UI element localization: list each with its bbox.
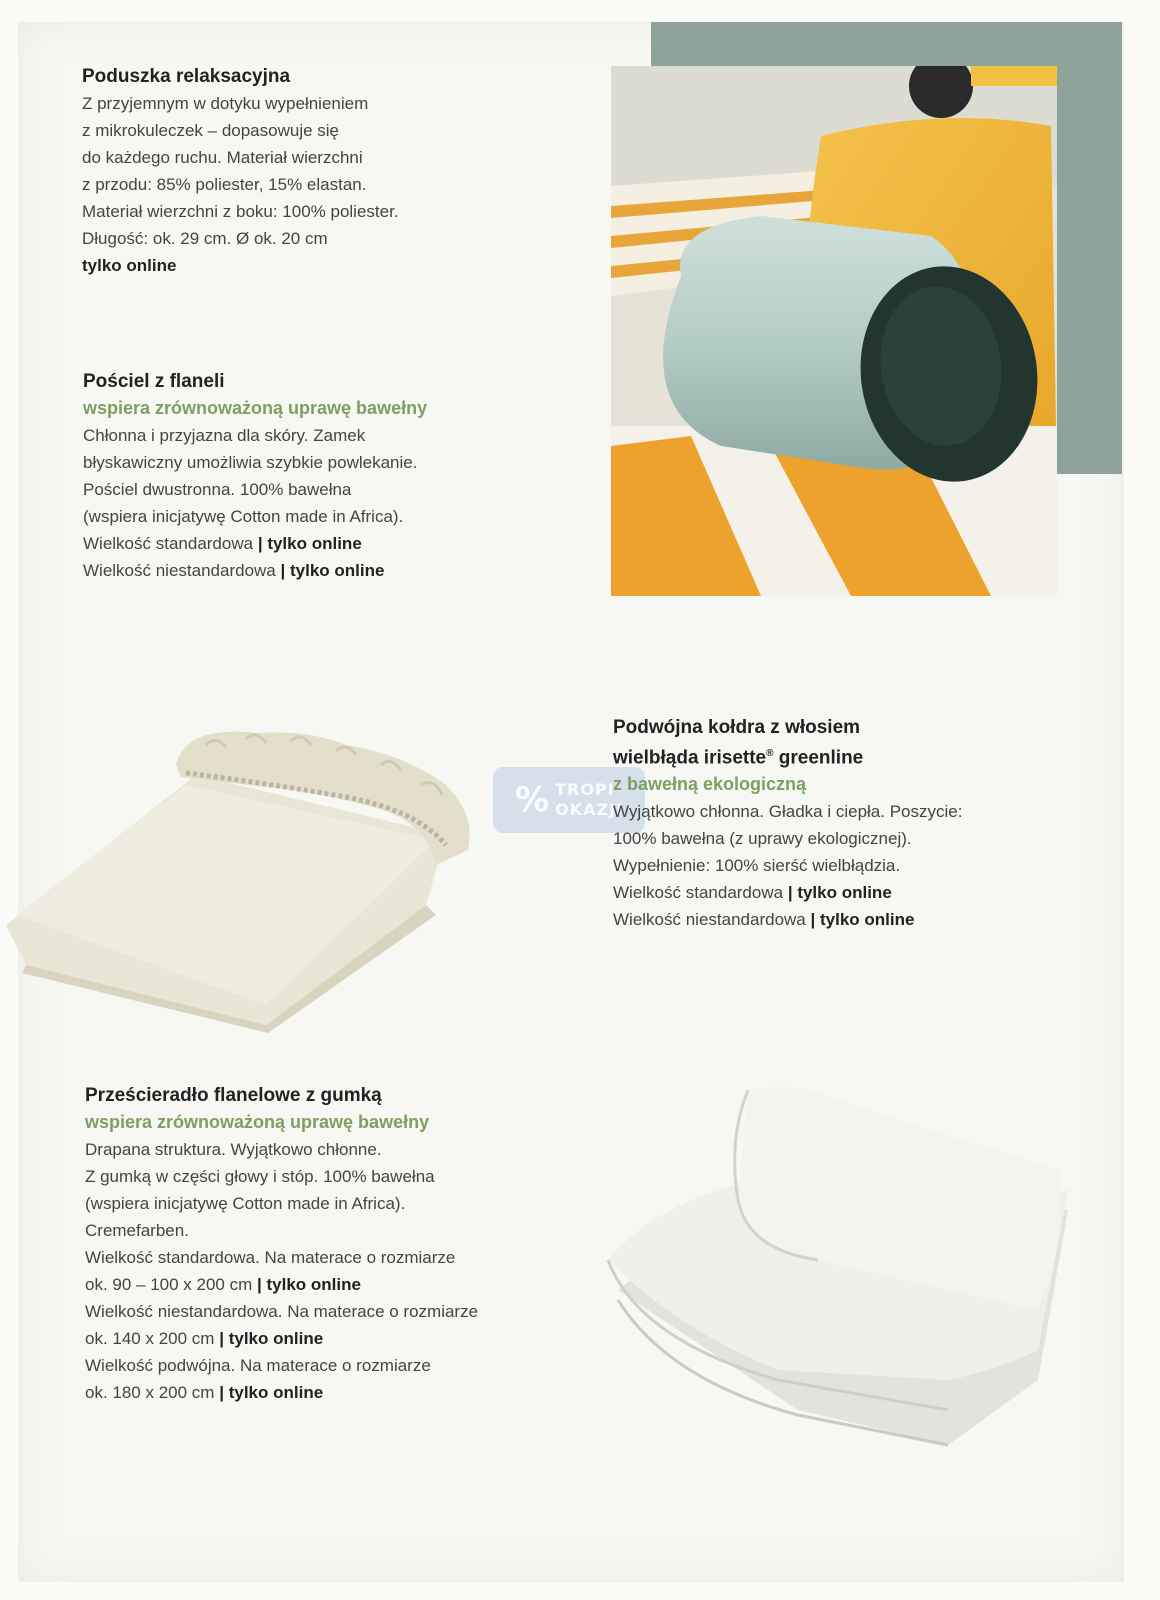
product-title: Poduszka relaksacyjna: [82, 66, 291, 87]
folded-duvet-photo: [598, 1080, 1068, 1460]
size-dimension: ok. 180 x 200 cm: [85, 1383, 215, 1402]
desc-line: Materiał wierzchni z boku: 100% poliester.: [82, 202, 399, 221]
relax-pillow-illustration: [611, 66, 1057, 596]
product-title: Pościel z flaneli: [83, 371, 225, 392]
eco-claim: wspiera zrównoważoną uprawę bawełny: [83, 398, 428, 418]
separator: |: [219, 1383, 224, 1402]
size-label: Wielkość standardowa: [613, 883, 784, 903]
product-flannel-fitted-sheet: [85, 1083, 478, 1406]
desc-line: Pościel dwustronna. 100% bawełna: [83, 480, 352, 499]
eco-claim: wspiera zrównoważoną uprawę bawełny: [85, 1112, 430, 1132]
desc-line: Wyjątkowo chłonna. Gładka i ciepła. Poszycie:: [613, 802, 963, 822]
size-option: [613, 906, 962, 933]
size-option: [83, 530, 427, 557]
size-option: [85, 1325, 478, 1352]
product-flannel-bedding: [83, 369, 427, 584]
size-desc: Wielkość podwójna. Na materace o rozmiarze: [85, 1356, 431, 1375]
separator: |: [810, 910, 816, 930]
product-camel-duvet: [613, 715, 962, 933]
desc-line: Długość: ok. 29 cm. Ø ok. 20 cm: [82, 229, 328, 248]
separator: |: [219, 1329, 224, 1348]
desc-line: (wspiera inicjatywę Cotton made in Africa).: [83, 507, 404, 526]
desc-line: Chłonna i przyjazna dla skóry. Zamek: [83, 426, 366, 445]
title-line: wielbłąda irisette: [613, 747, 767, 769]
size-option: [85, 1379, 478, 1406]
eco-claim: z bawełną ekologiczną: [613, 774, 807, 795]
watermark-line: TROPI: [555, 780, 615, 799]
size-option: [83, 557, 427, 584]
separator: |: [280, 561, 286, 580]
fitted-sheet-photo: [6, 715, 486, 1035]
watermark-line: OKAZJI: [555, 800, 623, 819]
desc-line: z przodu: 85% poliester, 15% elastan.: [82, 175, 367, 194]
product-title: [613, 715, 962, 741]
size-label: Wielkość niestandardowa: [613, 910, 806, 930]
desc-line: błyskawiczny umożliwia szybkie powlekanie.: [83, 453, 418, 472]
online-only-link[interactable]: tylko online: [267, 534, 362, 553]
size-dimension: ok. 90 – 100 x 200 cm: [85, 1275, 253, 1294]
online-only-link[interactable]: tylko online: [266, 1275, 361, 1294]
size-desc: Wielkość standardowa. Na materace o rozmiarze: [85, 1248, 456, 1267]
size-option: [85, 1271, 478, 1298]
percent-icon: %: [515, 780, 550, 820]
size-dimension: ok. 140 x 200 cm: [85, 1329, 215, 1348]
desc-line: Wypełnienie: 100% sierść wielbłądzia.: [613, 856, 901, 876]
online-only-link[interactable]: tylko online: [82, 256, 177, 275]
online-only-link[interactable]: tylko online: [228, 1329, 324, 1348]
product-title: [613, 741, 962, 771]
size-label: Wielkość standardowa: [83, 534, 254, 553]
online-only-link[interactable]: tylko online: [820, 910, 915, 930]
desc-line: Drapana struktura. Wyjątkowo chłonne.: [85, 1140, 382, 1159]
desc-line: do każdego ruchu. Materiał wierzchni: [82, 148, 363, 167]
registered-mark: ®: [766, 748, 774, 759]
desc-line: Z przyjemnym w dotyku wypełnieniem: [82, 94, 369, 113]
desc-line: Cremefarben.: [85, 1221, 189, 1240]
desc-line: Z gumką w części głowy i stóp. 100% bawełna: [85, 1167, 435, 1186]
online-only-link[interactable]: tylko online: [290, 561, 385, 580]
relax-pillow-photo: [611, 66, 1057, 596]
size-label: Wielkość niestandardowa: [83, 561, 276, 580]
product-relax-pillow: [82, 64, 399, 279]
separator: |: [257, 534, 263, 553]
product-title: Prześcieradło flanelowe z gumką: [85, 1085, 382, 1106]
separator: |: [787, 883, 793, 903]
title-line: Podwójna kołdra z włosiem: [613, 717, 861, 738]
separator: |: [257, 1275, 262, 1294]
desc-line: z mikrokuleczek – dopasowuje się: [82, 121, 340, 140]
size-option: [613, 879, 962, 906]
online-only-link[interactable]: tylko online: [797, 883, 892, 903]
online-only-link[interactable]: tylko online: [228, 1383, 324, 1402]
desc-line: 100% bawełna (z uprawy ekologicznej).: [613, 829, 912, 849]
size-desc: Wielkość niestandardowa. Na materace o rozmiarze: [85, 1302, 479, 1321]
desc-line: (wspiera inicjatywę Cotton made in Africa).: [85, 1194, 406, 1213]
title-line: greenline: [773, 747, 864, 769]
